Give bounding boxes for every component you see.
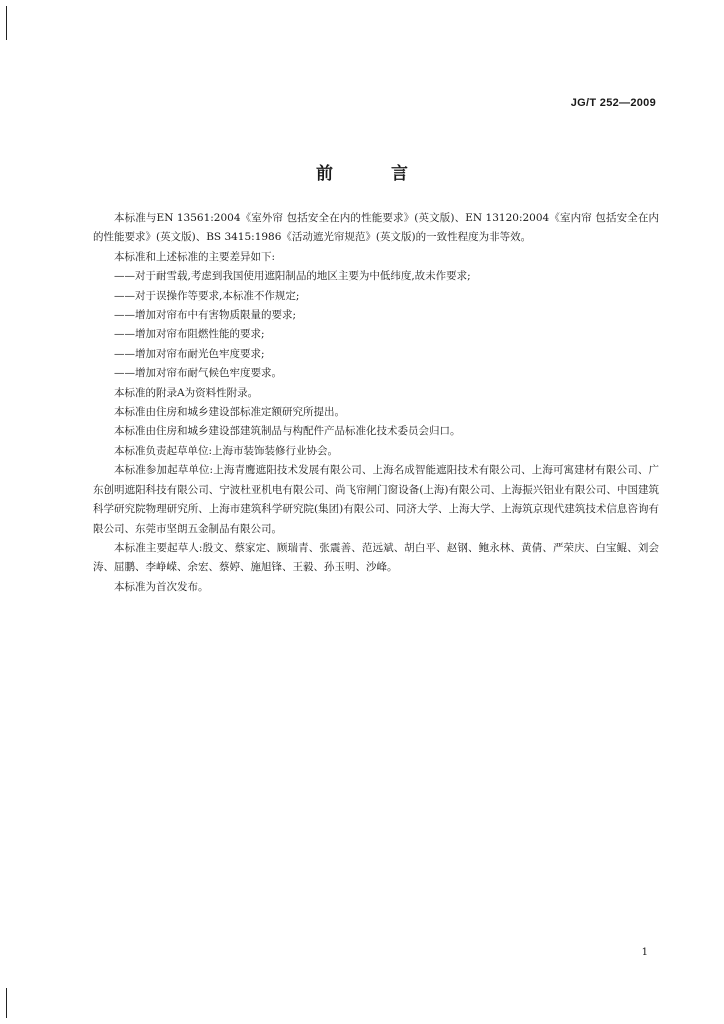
foreword-body <box>93 209 659 597</box>
difference-item: ——对于耐雪载,考虑到我国使用遮阳制品的地区主要为中低纬度,故未作要求; <box>114 270 471 283</box>
paragraph-equivalence: 本标准与EN 13561:2004《室外帘 包括安全在内的性能要求》(英文版)、EN 13120:2004《室内帘 包括安全在内的性能要求》(英文版)、BS 3415:1986《活动遮光帘规范》(英文版)的一致性程度为非等效。 <box>93 212 659 244</box>
difference-item: ——增加对帘布阻燃性能的要求; <box>114 328 265 341</box>
paragraph-proposed-by: 本标准由住房和城乡建设部标准定额研究所提出。 <box>114 406 345 419</box>
paragraph-participating-units: 本标准参加起草单位:上海青鹰遮阳技术发展有限公司、上海名成智能遮阳技术有限公司、上海可寓建材有限公司、广东创明遮阳科技有限公司、宁波杜亚机电有限公司、尚飞帘闸门窗设备(上海)有限公司、上海振兴铝业有限公司、中国建筑科学研究院物理研究所、上海市建筑科学研究院(集团)有限公司、同济大学、上海大学、上海筑京现代建筑技术信息咨询有限公司、东莞市坚朗五金制品有限公司。 <box>93 464 659 535</box>
page-number: 1 <box>641 947 648 958</box>
paragraph-first-release: 本标准为首次发布。 <box>114 580 209 593</box>
paragraph-drafters: 本标准主要起草人:殷文、蔡家定、顾瑞青、张震善、范远斌、胡白平、赵钢、鲍永林、黄倩、严荣庆、白宝鲲、刘会涛、屈鹏、李峥嵘、余宏、蔡婷、施旭锋、王毅、孙玉明、沙峰。 <box>93 541 659 574</box>
difference-item: ——增加对帘布中有害物质限量的要求; <box>114 309 297 322</box>
page-title: 前 言 <box>316 164 434 184</box>
paragraph-responsible-committee: 本标准由住房和城乡建设部建筑制品与构配件产品标准化技术委员会归口。 <box>114 425 461 438</box>
scan-edge-mark-bottom <box>6 988 7 1018</box>
difference-item: ——对于误操作等要求,本标准不作规定; <box>114 289 300 302</box>
standard-code: JG/T 252—2009 <box>570 97 656 109</box>
paragraph-drafting-unit: 本标准负责起草单位:上海市装饰装修行业协会。 <box>114 444 339 457</box>
paragraph-differences-intro: 本标准和上述标准的主要差异如下: <box>114 250 276 263</box>
paragraph-appendix: 本标准的附录A为资料性附录。 <box>114 386 259 399</box>
difference-item: ——增加对帘布耐光色牢度要求; <box>114 347 265 360</box>
scan-edge-mark-top <box>6 6 7 40</box>
difference-item: ——增加对帘布耐气候色牢度要求。 <box>114 367 282 380</box>
